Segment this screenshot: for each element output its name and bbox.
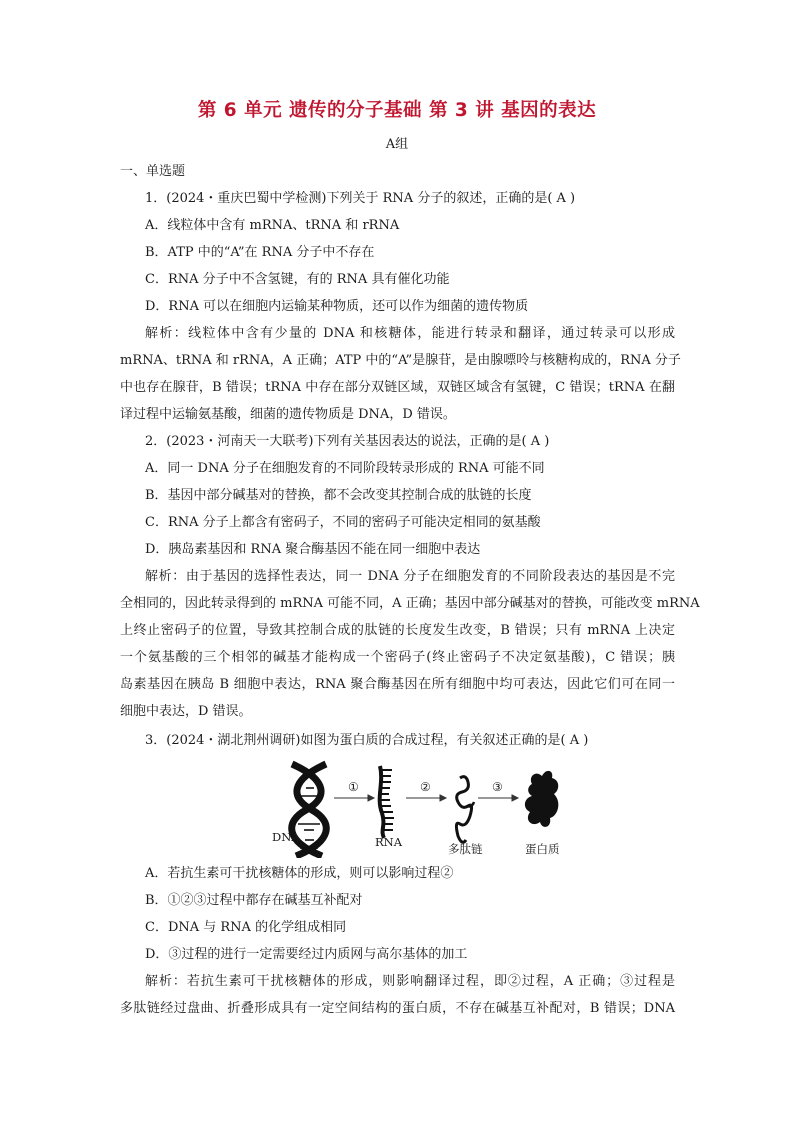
question-2-option-d: D．胰岛素基因和 RNA 聚合酶基因不能在同一细胞中表达 (145, 542, 481, 557)
question-1-option-d: D．RNA 可以在细胞内运输某种物质，还可以作为细菌的遗传物质 (145, 299, 529, 314)
dna-caption: DNA (272, 830, 300, 844)
step-2-label: ② (420, 780, 431, 794)
question-2-explanation-line: 一个氨基酸的三个相邻的碱基才能构成一个密码子(终止密码子不决定氨基酸)，C 错误；胰 (120, 650, 675, 665)
question-1-explanation-line: mRNA、tRNA 和 rRNA，A 正确；ATP 中的“A”是腺苷，是由腺嘌呤与核糖构成的，RNA 分子 (120, 353, 681, 368)
rna-strand-icon (378, 766, 394, 838)
question-2-explanation-line: 解析：由于基因的选择性表达，同一 DNA 分子在细胞发育的不同阶段表达的基因是不完 (145, 569, 675, 584)
question-3-option-c: C．DNA 与 RNA 的化学组成相同 (145, 920, 347, 935)
polypeptide-caption: 多肽链 (448, 842, 483, 856)
question-1-option-a: A．线粒体中含有 mRNA、tRNA 和 rRNA (145, 218, 400, 233)
question-1-explanation-line: 中也存在腺苷，B 错误；tRNA 中存在部分双链区域，双链区域含有氢键，C 错误；tRNA 在翻 (120, 380, 675, 395)
question-1-stem: 1．(2024・重庆巴蜀中学检测)下列关于 RNA 分子的叙述，正确的是( A ) (145, 191, 576, 206)
page-title: 第 6 单元 遗传的分子基础 第 3 讲 基因的表达 (197, 100, 597, 121)
question-2-option-b: B．基因中部分碱基对的替换，都不会改变其控制合成的肽链的长度 (145, 488, 532, 503)
question-3-explanation-line: 解析：若抗生素可干扰核糖体的形成，则影响翻译过程，即②过程，A 正确；③过程是 (145, 974, 675, 989)
question-2-explanation-line: 岛素基因在胰岛 B 细胞中表达，RNA 聚合酶基因在所有细胞中均可表达，因此它们可在同一 (120, 677, 675, 692)
section-heading: 一、单选题 (120, 164, 186, 179)
question-3-explanation-line: 多肽链经过盘曲、折叠形成具有一定空间结构的蛋白质，不存在碱基互补配对，B 错误；DNA (120, 1001, 675, 1016)
question-2-explanation-line: 全相同的，因此转录得到的 mRNA 可能不同，A 正确；基因中部分碱基对的替换，可能改变 mRNA (120, 596, 700, 611)
question-2-explanation-line: 上终止密码子的位置，导致其控制合成的肽链的长度发生改变，B 错误；只有 mRNA 上决定 (120, 623, 675, 638)
protein-icon (525, 771, 558, 827)
step-3-label: ③ (492, 780, 503, 794)
question-2-option-c: C．RNA 分子上都含有密码子，不同的密码子可能决定相同的氨基酸 (145, 515, 541, 530)
polypeptide-chain-icon (456, 777, 474, 843)
group-label: A组 (385, 137, 409, 152)
rna-caption: RNA (375, 835, 403, 849)
protein-caption: 蛋白质 (525, 842, 560, 856)
question-1-explanation-line: 解析：线粒体中含有少量的 DNA 和核糖体，能进行转录和翻译，通过转录可以形成 (145, 326, 675, 341)
question-3-stem: 3．(2024・湖北荆州调研)如图为蛋白质的合成过程，有关叙述正确的是( A ) (145, 733, 589, 748)
question-1-option-c: C．RNA 分子中不含氢键，有的 RNA 具有催化功能 (145, 272, 450, 287)
question-2-option-a: A．同一 DNA 分子在细胞发育的不同阶段转录形成的 RNA 可能不同 (145, 461, 545, 476)
question-1-option-b: B．ATP 中的“A”在 RNA 分子中不存在 (145, 245, 375, 260)
question-3-option-d: D．③过程的进行一定需要经过内质网与高尔基体的加工 (145, 947, 468, 962)
question-1-explanation-line: 译过程中运输氨基酸，细菌的遗传物质是 DNA，D 错误。 (120, 407, 456, 422)
question-2-stem: 2．(2023・河南天一大联考)下列有关基因表达的说法，正确的是( A ) (145, 434, 550, 449)
question-2-explanation-line: 细胞中表达，D 错误。 (120, 704, 252, 719)
step-3-arrow-icon (478, 795, 518, 801)
step-1-arrow-icon (334, 795, 374, 801)
protein-synthesis-figure (270, 758, 570, 858)
step-1-label: ① (348, 780, 359, 794)
question-3-option-a: A．若抗生素可干扰核糖体的形成，则可以影响过程② (145, 866, 454, 881)
step-2-arrow-icon (406, 795, 446, 801)
question-3-option-b: B．①②③过程中都存在碱基互补配对 (145, 893, 363, 908)
